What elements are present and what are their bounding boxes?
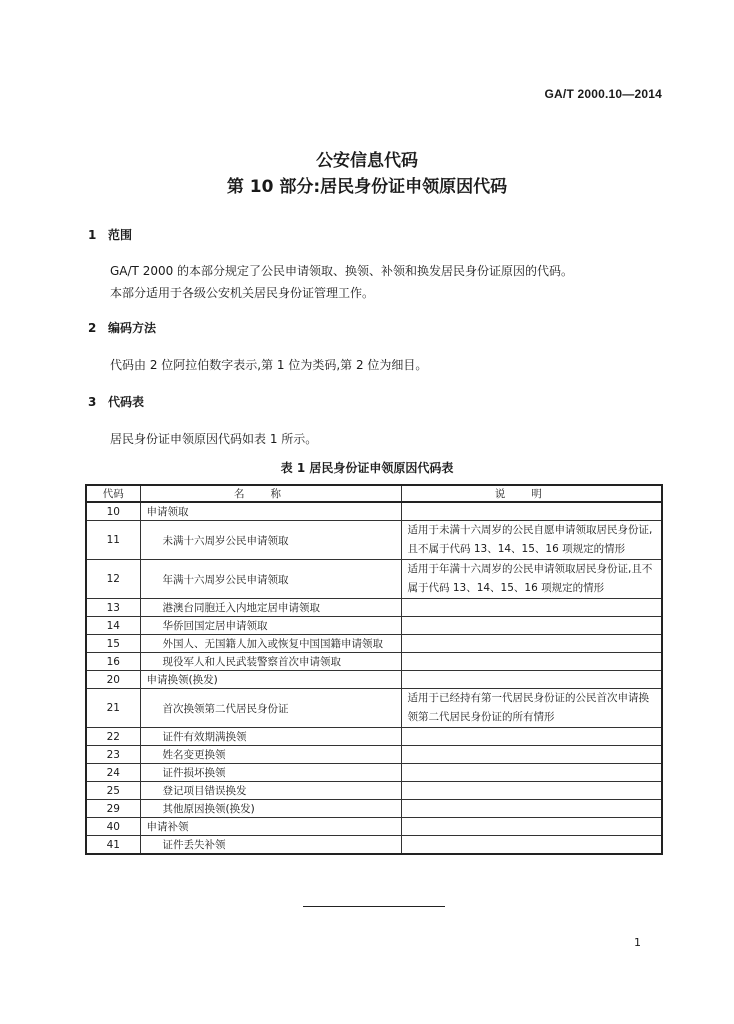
row-note <box>401 653 662 671</box>
row-name: 其他原因换领(换发) <box>140 800 401 818</box>
row-name: 登记项目错误换发 <box>140 782 401 800</box>
table-row <box>86 560 662 599</box>
row-note <box>401 800 662 818</box>
row-code: 14 <box>86 617 140 635</box>
page-number: 1 <box>634 936 641 949</box>
row-note <box>401 599 662 617</box>
row-note <box>401 746 662 764</box>
row-code: 40 <box>86 818 140 836</box>
row-name: 现役军人和人民武装警察首次申请领取 <box>140 653 401 671</box>
row-name: 证件有效期满换领 <box>140 728 401 746</box>
table-row <box>86 800 662 818</box>
table-row <box>86 836 662 855</box>
row-note: 适用于已经持有第一代居民身份证的公民首次申请换领第二代居民身份证的所有情形 <box>401 689 662 728</box>
row-note: 适用于未满十六周岁的公民自愿申请领取居民身份证,且不属于代码 13、14、15、16 项规定的情形 <box>401 521 662 560</box>
section-title: 代码表 <box>108 395 145 409</box>
header-note <box>401 485 662 502</box>
row-name: 未满十六周岁公民申请领取 <box>140 521 401 560</box>
section-number: 3 <box>88 395 97 409</box>
row-note <box>401 836 662 855</box>
table-row <box>86 502 662 521</box>
table-row <box>86 728 662 746</box>
paragraph: 本部分适用于各级公安机关居民身份证管理工作。 <box>110 286 375 300</box>
paragraph: GA/T 2000 的本部分规定了公民申请领取、换领、补领和换发居民身份证原因的代码。 <box>110 264 574 278</box>
row-name: 申请换领(换发) <box>140 671 401 689</box>
standard-code: GA/T 2000.10—2014 <box>544 87 662 101</box>
row-code: 22 <box>86 728 140 746</box>
row-name: 外国人、无国籍人加入或恢复中国国籍申请领取 <box>140 635 401 653</box>
row-note <box>401 728 662 746</box>
row-note <box>401 764 662 782</box>
code-table <box>85 484 663 855</box>
row-note <box>401 617 662 635</box>
row-name: 证件损坏换领 <box>140 764 401 782</box>
section-heading-coding-method <box>88 319 156 336</box>
row-code: 16 <box>86 653 140 671</box>
row-code: 10 <box>86 502 140 521</box>
section-heading-code-table <box>88 393 144 410</box>
row-name: 证件丢失补领 <box>140 836 401 855</box>
row-name: 年满十六周岁公民申请领取 <box>140 560 401 599</box>
row-code: 12 <box>86 560 140 599</box>
header-name-label: 名称 <box>234 488 307 500</box>
table-row <box>86 617 662 635</box>
section-title: 范围 <box>108 228 133 242</box>
paragraph: 居民身份证申领原因代码如表 1 所示。 <box>110 432 318 446</box>
section-title: 编码方法 <box>108 321 157 335</box>
table-header-row <box>86 485 662 502</box>
row-code: 13 <box>86 599 140 617</box>
table-row <box>86 782 662 800</box>
table-row <box>86 818 662 836</box>
table-body <box>86 502 662 854</box>
header-name <box>140 485 401 502</box>
row-name: 姓名变更换领 <box>140 746 401 764</box>
table-row <box>86 689 662 728</box>
row-code: 21 <box>86 689 140 728</box>
header-code: 代码 <box>86 485 140 502</box>
table-caption: 表 1 居民身份证申领原因代码表 <box>280 461 454 475</box>
row-code: 29 <box>86 800 140 818</box>
row-code: 24 <box>86 764 140 782</box>
section-number: 2 <box>88 321 97 335</box>
row-note <box>401 818 662 836</box>
row-name: 首次换领第二代居民身份证 <box>140 689 401 728</box>
row-code: 41 <box>86 836 140 855</box>
header-note-label: 说明 <box>494 488 568 500</box>
row-name: 申请领取 <box>140 502 401 521</box>
row-note: 适用于年满十六周岁的公民申请领取居民身份证,且不属于代码 13、14、15、16 项规定的情形 <box>401 560 662 599</box>
document-title: 公安信息代码 <box>316 151 418 171</box>
row-code: 15 <box>86 635 140 653</box>
row-name: 华侨回国定居申请领取 <box>140 617 401 635</box>
row-note <box>401 782 662 800</box>
table-row <box>86 521 662 560</box>
table-row <box>86 653 662 671</box>
footer-rule <box>303 906 445 907</box>
table-row <box>86 635 662 653</box>
row-code: 25 <box>86 782 140 800</box>
document-subtitle: 第 10 部分:居民身份证申领原因代码 <box>226 177 508 197</box>
table-row <box>86 746 662 764</box>
table-row <box>86 599 662 617</box>
section-number: 1 <box>88 228 97 242</box>
row-note <box>401 635 662 653</box>
row-name: 港澳台同胞迁入内地定居申请领取 <box>140 599 401 617</box>
row-code: 23 <box>86 746 140 764</box>
row-name: 申请补领 <box>140 818 401 836</box>
table-row <box>86 671 662 689</box>
row-note <box>401 671 662 689</box>
row-code: 20 <box>86 671 140 689</box>
paragraph: 代码由 2 位阿拉伯数字表示,第 1 位为类码,第 2 位为细目。 <box>110 358 428 372</box>
table-row <box>86 764 662 782</box>
section-heading-scope <box>88 226 132 243</box>
row-note <box>401 502 662 521</box>
row-code: 11 <box>86 521 140 560</box>
